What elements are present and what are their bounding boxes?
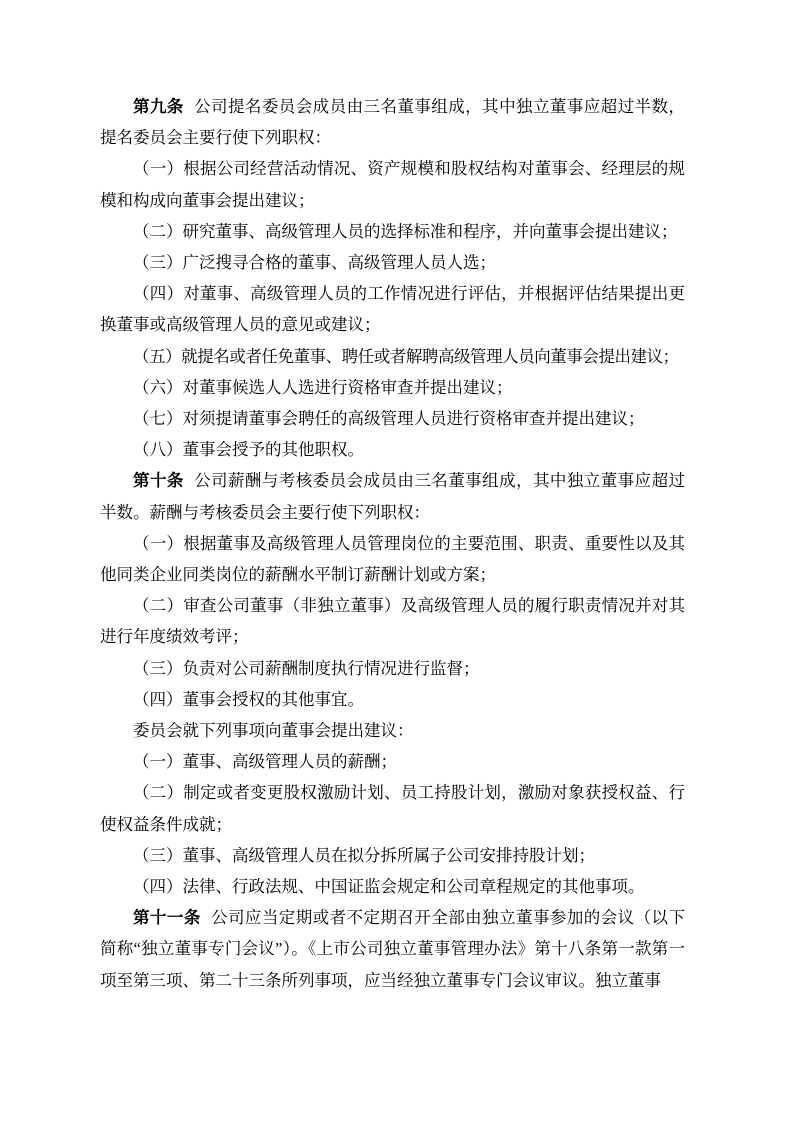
paragraph-text: （三）广泛搜寻合格的董事、高级管理人员人选；	[133, 253, 496, 273]
paragraph-text: （四）法律、行政法规、中国证监会规定和公司章程规定的其他事项。	[133, 877, 645, 897]
paragraph-text: （一）根据董事及高级管理人员管理岗位的主要范围、职责、重要性以及其他同类企业同类岗位的薪酬水平制订薪酬计划或方案；	[100, 533, 685, 585]
paragraph-text: （六）对董事候选人人选进行资格审查并提出建议；	[133, 377, 513, 397]
paragraph	[100, 153, 685, 215]
paragraph	[100, 653, 685, 684]
paragraph	[100, 372, 685, 403]
paragraph-text: 委员会就下列事项向董事会提出建议：	[133, 721, 414, 741]
paragraph	[100, 871, 685, 902]
paragraph	[100, 902, 685, 996]
article-number: 第十条	[133, 471, 184, 491]
paragraph-text: （三）负责对公司薪酬制度执行情况进行监督；	[133, 658, 480, 678]
paragraph-text: （三）董事、高级管理人员在拟分拆所属子公司安排持股计划；	[133, 845, 595, 865]
paragraph	[100, 715, 685, 746]
paragraph	[100, 746, 685, 777]
paragraph	[100, 216, 685, 247]
paragraph	[100, 840, 685, 871]
paragraph-text: （一）根据公司经营活动情况、资产规模和股权结构对董事会、经理层的规模和构成向董事会提出建议；	[100, 159, 685, 210]
paragraph	[100, 590, 685, 652]
paragraph	[100, 434, 685, 465]
paragraph	[100, 91, 685, 153]
paragraph-text: （五）就提名或者任免董事、聘任或者解聘高级管理人员向董事会提出建议；	[133, 346, 679, 366]
paragraph	[100, 341, 685, 372]
paragraph-text: 公司提名委员会成员由三名董事组成，其中独立董事应超过半数，提名委员会主要行使下列职权：	[100, 97, 686, 148]
paragraph-text: （一）董事、高级管理人员的薪酬；	[133, 752, 397, 772]
paragraph	[100, 278, 685, 340]
document-body	[100, 91, 685, 996]
paragraph-text: （二）审查公司董事（非独立董事）及高级管理人员的履行职责情况并对其进行年度绩效考评；	[100, 596, 685, 647]
paragraph	[100, 684, 685, 715]
paragraph	[100, 403, 685, 434]
paragraph-text: （四）董事会授权的其他事宜。	[133, 689, 364, 709]
paragraph-text: （二）制定或者变更股权激励计划、员工持股计划，激励对象获授权益、行使权益条件成就；	[100, 783, 685, 834]
article-number: 第九条	[133, 97, 184, 116]
paragraph	[100, 528, 685, 590]
paragraph-text: （四）对董事、高级管理人员的工作情况进行评估，并根据评估结果提出更换董事或高级管理人员的意见或建议；	[100, 284, 685, 335]
paragraph-text: （八）董事会授予的其他职权。	[133, 440, 364, 460]
paragraph-text: （七）对须提请董事会聘任的高级管理人员进行资格审查并提出建议；	[133, 409, 645, 429]
paragraph	[100, 247, 685, 278]
paragraph-text: （二）研究董事、高级管理人员的选择标准和程序，并向董事会提出建议；	[133, 221, 678, 241]
paragraph	[100, 465, 685, 527]
article-number: 第十一条	[133, 908, 201, 928]
paragraph-text: 公司应当定期或者不定期召开全部由独立董事参加的会议（以下简称“独立董事专门会议”）。《上市公司独立董事管理办法》第十八条第一款第一项至第三项、第二十三条所列事项，应当经独立董事专门会议审议。独立董事	[100, 908, 686, 990]
paragraph	[100, 777, 685, 839]
paragraph-text: 公司薪酬与考核委员会成员由三名董事组成，其中独立董事应超过半数。薪酬与考核委员会主要行使下列职权：	[100, 471, 686, 522]
